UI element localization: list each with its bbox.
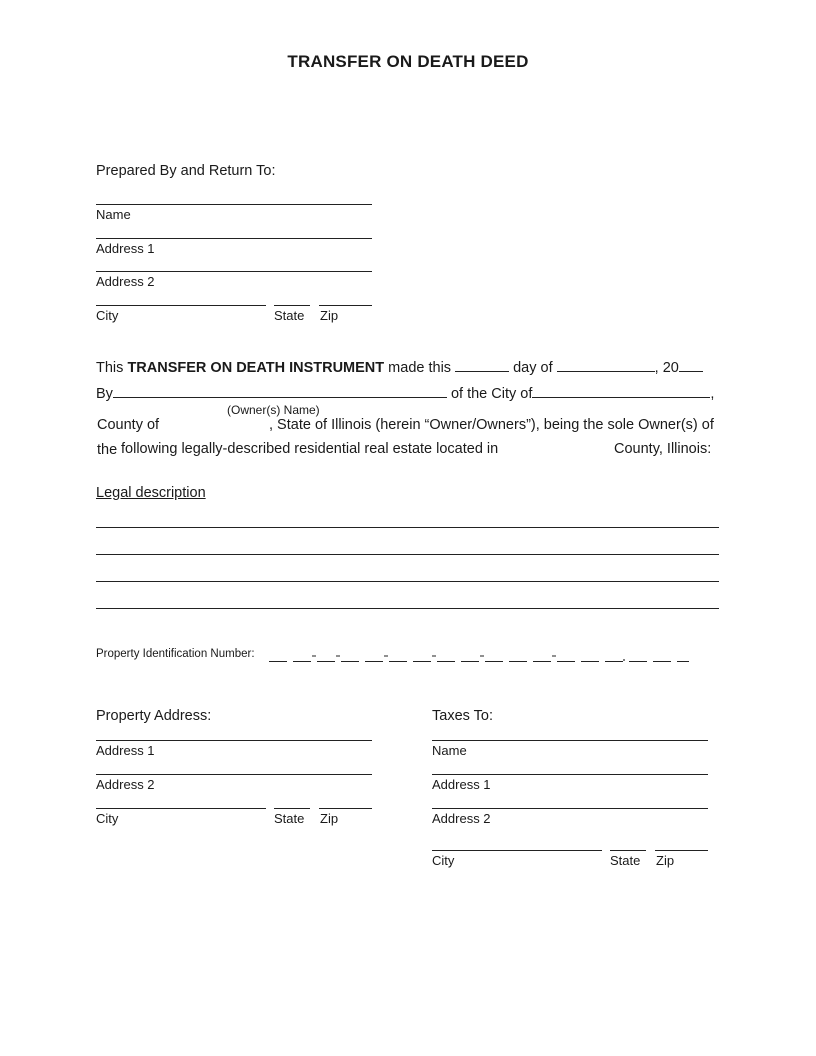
taxes-zip-label: Zip [656, 853, 675, 868]
prepared-state-label: State [274, 308, 305, 323]
year-field[interactable] [679, 359, 703, 372]
instrument-line-2: By of the City of , [96, 386, 715, 402]
taxes-name-field[interactable] [432, 740, 708, 741]
owner-name-caption: (Owner(s) Name) [227, 403, 320, 417]
instrument-name: TRANSFER ON DEATH INSTRUMENT [127, 360, 385, 376]
made-this-text: made this [388, 360, 452, 376]
property-state-field[interactable] [274, 808, 310, 809]
prepared-zip-label: Zip [320, 308, 339, 323]
document-title: TRANSFER ON DEATH DEED [287, 52, 529, 71]
legal-line-3[interactable] [96, 581, 719, 582]
property-zip-field[interactable] [319, 808, 372, 809]
taxes-city-label: City [432, 853, 455, 868]
prepared-state-field[interactable] [274, 305, 310, 306]
pin-label: Property Identification Number: [96, 648, 255, 660]
taxes-zip-field[interactable] [655, 850, 708, 851]
property-city-field[interactable] [96, 808, 266, 809]
day-field[interactable] [455, 359, 509, 372]
taxes-address1-field[interactable] [432, 774, 708, 775]
state-illinois-text: , State of Illinois (herein “Owner/Owners”), being the sole Owner(s) of [269, 417, 714, 433]
property-address2-field[interactable] [96, 774, 372, 775]
legal-line-1[interactable] [96, 527, 719, 528]
taxes-address2-field[interactable] [432, 808, 708, 809]
day-of-text: day of [513, 360, 553, 376]
taxes-state-label: State [610, 853, 641, 868]
property-state-label: State [274, 811, 305, 826]
prepared-name-label: Name [96, 207, 131, 222]
city-of-field[interactable] [532, 385, 710, 398]
following-text: following legally-described residential real estate located in [121, 441, 499, 457]
pin-segments [268, 649, 690, 663]
prepared-zip-field[interactable] [319, 305, 372, 306]
of-city-text: of the City of [450, 386, 533, 402]
prepared-address2-label: Address 2 [96, 274, 155, 289]
county-of-text: County of [97, 417, 160, 433]
legal-description-heading: Legal description [96, 485, 206, 501]
taxes-name-label: Name [432, 743, 467, 758]
prepared-city-label: City [96, 308, 119, 323]
prepared-city-field[interactable] [96, 305, 266, 306]
property-address-heading: Property Address: [96, 708, 212, 724]
by-label: By [96, 386, 113, 402]
prepared-name-field[interactable] [96, 204, 372, 205]
year-prefix: , 20 [654, 360, 679, 376]
property-address1-label: Address 1 [96, 743, 155, 758]
owner-name-field[interactable] [113, 385, 447, 398]
taxes-city-field[interactable] [432, 850, 602, 851]
the-word: the [97, 442, 118, 458]
property-city-label: City [96, 811, 119, 826]
property-zip-label: Zip [320, 811, 339, 826]
taxes-state-field[interactable] [610, 850, 646, 851]
month-field[interactable] [557, 359, 655, 372]
prepared-by-heading: Prepared By and Return To: [96, 163, 276, 179]
prepared-address1-label: Address 1 [96, 241, 155, 256]
legal-line-2[interactable] [96, 554, 719, 555]
county-illinois-text: County, Illinois: [614, 441, 712, 457]
legal-line-4[interactable] [96, 608, 719, 609]
prepared-address1-field[interactable] [96, 238, 372, 239]
taxes-to-heading: Taxes To: [432, 708, 493, 724]
property-address2-label: Address 2 [96, 777, 155, 792]
property-address1-field[interactable] [96, 740, 372, 741]
taxes-address1-label: Address 1 [432, 777, 491, 792]
prepared-address2-field[interactable] [96, 271, 372, 272]
pin-field[interactable] [268, 649, 690, 663]
taxes-address2-label: Address 2 [432, 811, 491, 826]
instrument-line-1 [96, 359, 703, 376]
this-word: This [96, 360, 124, 376]
